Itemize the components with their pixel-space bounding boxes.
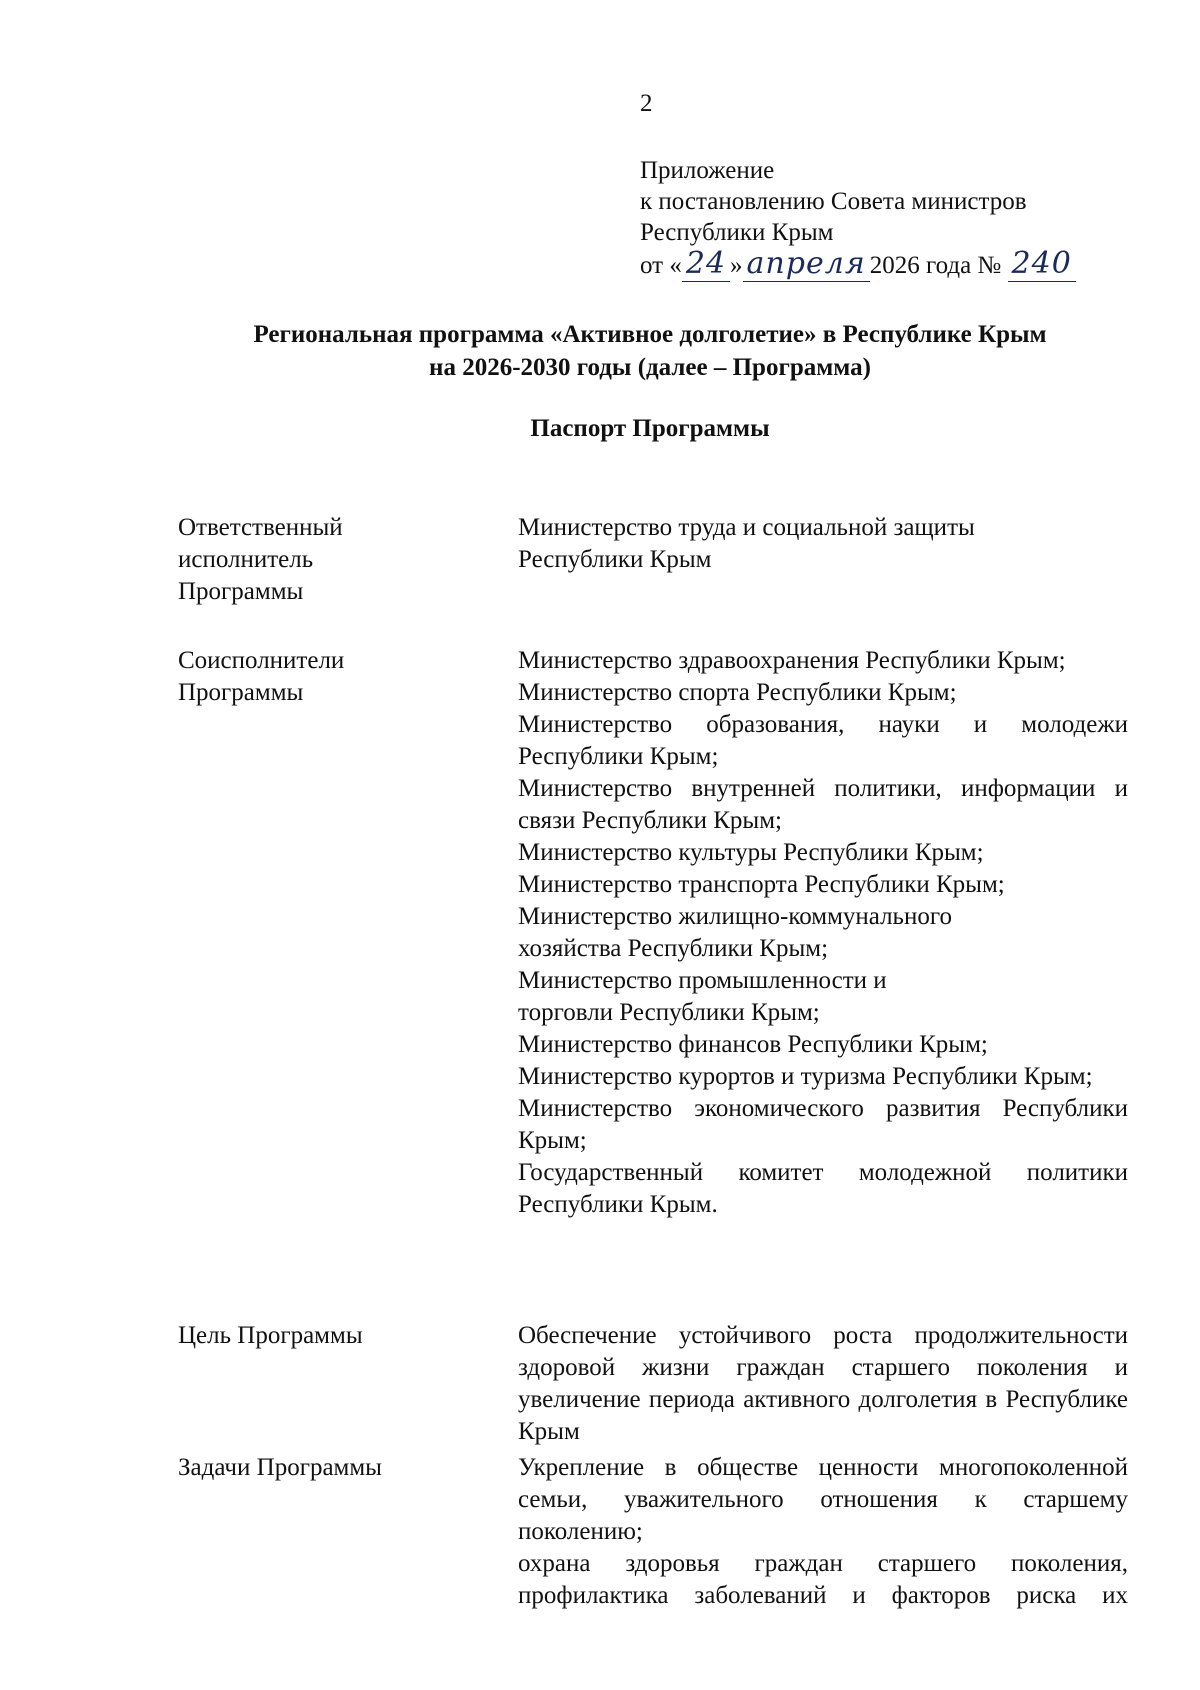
date-prefix: от « xyxy=(640,252,682,279)
date-mid: » xyxy=(730,252,743,279)
appendix-date-line xyxy=(640,248,1076,281)
list-item: Министерство спорта Республики Крым; xyxy=(518,679,957,706)
handwritten-day: 24 xyxy=(682,246,730,282)
list-item: Министерство жилищно-коммунального xyxy=(518,903,952,930)
label-line: Программы xyxy=(178,679,304,706)
value-text: Обеспечение устойчивого роста продолжительности здоровой жизни граждан старшего поколения и увеличение периода активного долголетия в Республике Крым xyxy=(518,1322,1128,1445)
list-item: охрана здоровья граждан старшего поколения, профилактика заболеваний и факторов риска их xyxy=(518,1550,1128,1609)
list-item: Государственный комитет молодежной политики Республики Крым. xyxy=(518,1159,1128,1218)
label-line: Соисполнители xyxy=(178,647,345,674)
value-line: Республики Крым xyxy=(518,546,712,573)
section-value xyxy=(518,1320,1128,1448)
section-value xyxy=(518,512,1128,576)
label-line: Ответственный xyxy=(178,514,343,541)
appendix-line-2: к постановлению Совета министров xyxy=(640,188,1027,215)
label-line: Программы xyxy=(178,578,304,605)
handwritten-month: апреля xyxy=(743,246,870,282)
list-item: Министерство внутренней политики, информации и связи Республики Крым; xyxy=(518,775,1128,834)
value-line: Министерство труда и социальной защиты xyxy=(518,514,975,541)
appendix-line-1: Приложение xyxy=(640,157,775,184)
section-label xyxy=(178,645,478,709)
passport-heading: Паспорт Программы xyxy=(530,415,770,442)
list-item: Министерство здравоохранения Республики Крым; xyxy=(518,647,1066,674)
list-item: Министерство курортов и туризма Республики Крым; xyxy=(518,1063,1093,1090)
section-value xyxy=(518,1452,1128,1612)
list-item: Министерство финансов Республики Крым; xyxy=(518,1031,988,1058)
list-item: Министерство промышленности и xyxy=(518,967,887,994)
section-label xyxy=(178,512,478,608)
list-item: торговли Республики Крым; xyxy=(518,999,820,1026)
appendix-block xyxy=(640,155,1076,281)
program-title-line-2: на 2026-2030 годы (далее – Программа) xyxy=(429,354,871,381)
list-item: Министерство экономического развития Республики Крым; xyxy=(518,1095,1128,1154)
list-item: Укрепление в обществе ценности многопоколенной семьи, уважительного отношения к старшему поколению; xyxy=(518,1454,1128,1545)
program-title-line-1: Региональная программа «Активное долголетие» в Республике Крым xyxy=(253,321,1047,348)
section-label: Задачи Программы xyxy=(178,1454,382,1481)
section-label: Цель Программы xyxy=(178,1322,363,1349)
page-number: 2 xyxy=(640,90,653,117)
label-line: исполнитель xyxy=(178,546,314,573)
appendix-line-3: Республики Крым xyxy=(640,219,834,246)
list-item: Министерство транспорта Республики Крым; xyxy=(518,871,1005,898)
list-item: Министерство культуры Республики Крым; xyxy=(518,839,984,866)
handwritten-number: 240 xyxy=(1008,246,1076,282)
program-title xyxy=(0,318,1200,384)
list-item: Министерство образования, науки и молодежи Республики Крым; xyxy=(518,711,1128,770)
section-value xyxy=(518,645,1128,1221)
date-suffix: 2026 года № xyxy=(869,252,1002,279)
list-item: хозяйства Республики Крым; xyxy=(518,935,829,962)
